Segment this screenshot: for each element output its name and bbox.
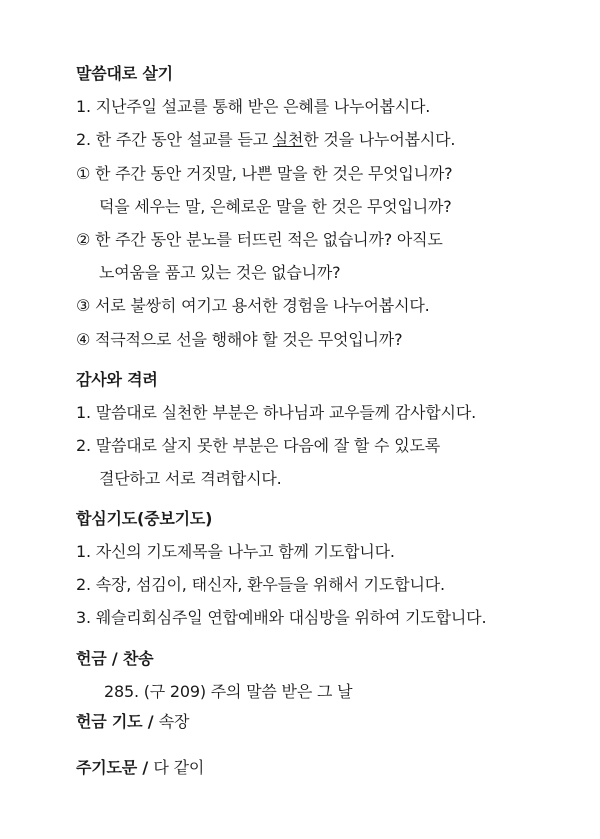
section-title-prayer: 합심기도(중보기도) (76, 509, 213, 528)
list-item: 1. 말씀대로 실천한 부분은 하나님과 교우들께 감사합시다. (76, 403, 476, 422)
list-item (76, 130, 455, 150)
list-item: 1. 지난주일 설교를 통해 받은 은혜를 나누어봅시다. (76, 97, 431, 116)
list-item-text: 2. 한 주간 동안 설교를 듣고 (76, 130, 273, 149)
section-title-living-by-word: 말씀대로 살기 (76, 64, 173, 83)
list-item: 1. 자신의 기도제목을 나누고 함께 기도합니다. (76, 542, 395, 561)
list-item: 3. 웨슬리회심주일 연합예배와 대심방을 위하여 기도합니다. (76, 608, 487, 627)
question-item: ① 한 주간 동안 거짓말, 나쁜 말을 한 것은 무엇입니까? (76, 164, 453, 183)
lords-prayer-line (76, 758, 204, 778)
offering-prayer-line (76, 712, 189, 732)
question-item: ③ 서로 불쌍히 여기고 용서한 경험을 나누어봅시다. (76, 296, 430, 315)
question-item: ② 한 주간 동안 분노를 터뜨린 적은 없습니까? 아직도 (76, 230, 443, 249)
section-title-lords-prayer: 주기도문 / (76, 758, 154, 777)
list-item: 2. 속장, 섬김이, 태신자, 환우들을 위해서 기도합니다. (76, 575, 445, 594)
section-title-offering-prayer: 헌금 기도 / (76, 712, 159, 731)
section-title-offering-hymn: 헌금 / 찬송 (76, 649, 154, 668)
list-item: 2. 말씀대로 살지 못한 부분은 다음에 잘 할 수 있도록 (76, 436, 440, 455)
hymn-line: 285. (구 209) 주의 말씀 받은 그 날 (104, 682, 353, 701)
question-item-continuation: 덕을 세우는 말, 은혜로운 말을 한 것은 무엇입니까? (99, 197, 452, 216)
section-title-thanks-encouragement: 감사와 격려 (76, 370, 158, 389)
question-item-continuation: 노여움을 품고 있는 것은 없습니까? (99, 263, 341, 282)
list-item-text: 한 것을 나누어봅시다. (303, 130, 456, 149)
offering-prayer-leader: 속장 (158, 712, 190, 731)
list-item-continuation: 결단하고 서로 격려합시다. (99, 469, 282, 488)
question-item: ④ 적극적으로 선을 행해야 할 것은 무엇입니까? (76, 330, 403, 349)
underlined-word: 실천 (272, 130, 304, 149)
lords-prayer-leader: 다 같이 (153, 758, 205, 777)
